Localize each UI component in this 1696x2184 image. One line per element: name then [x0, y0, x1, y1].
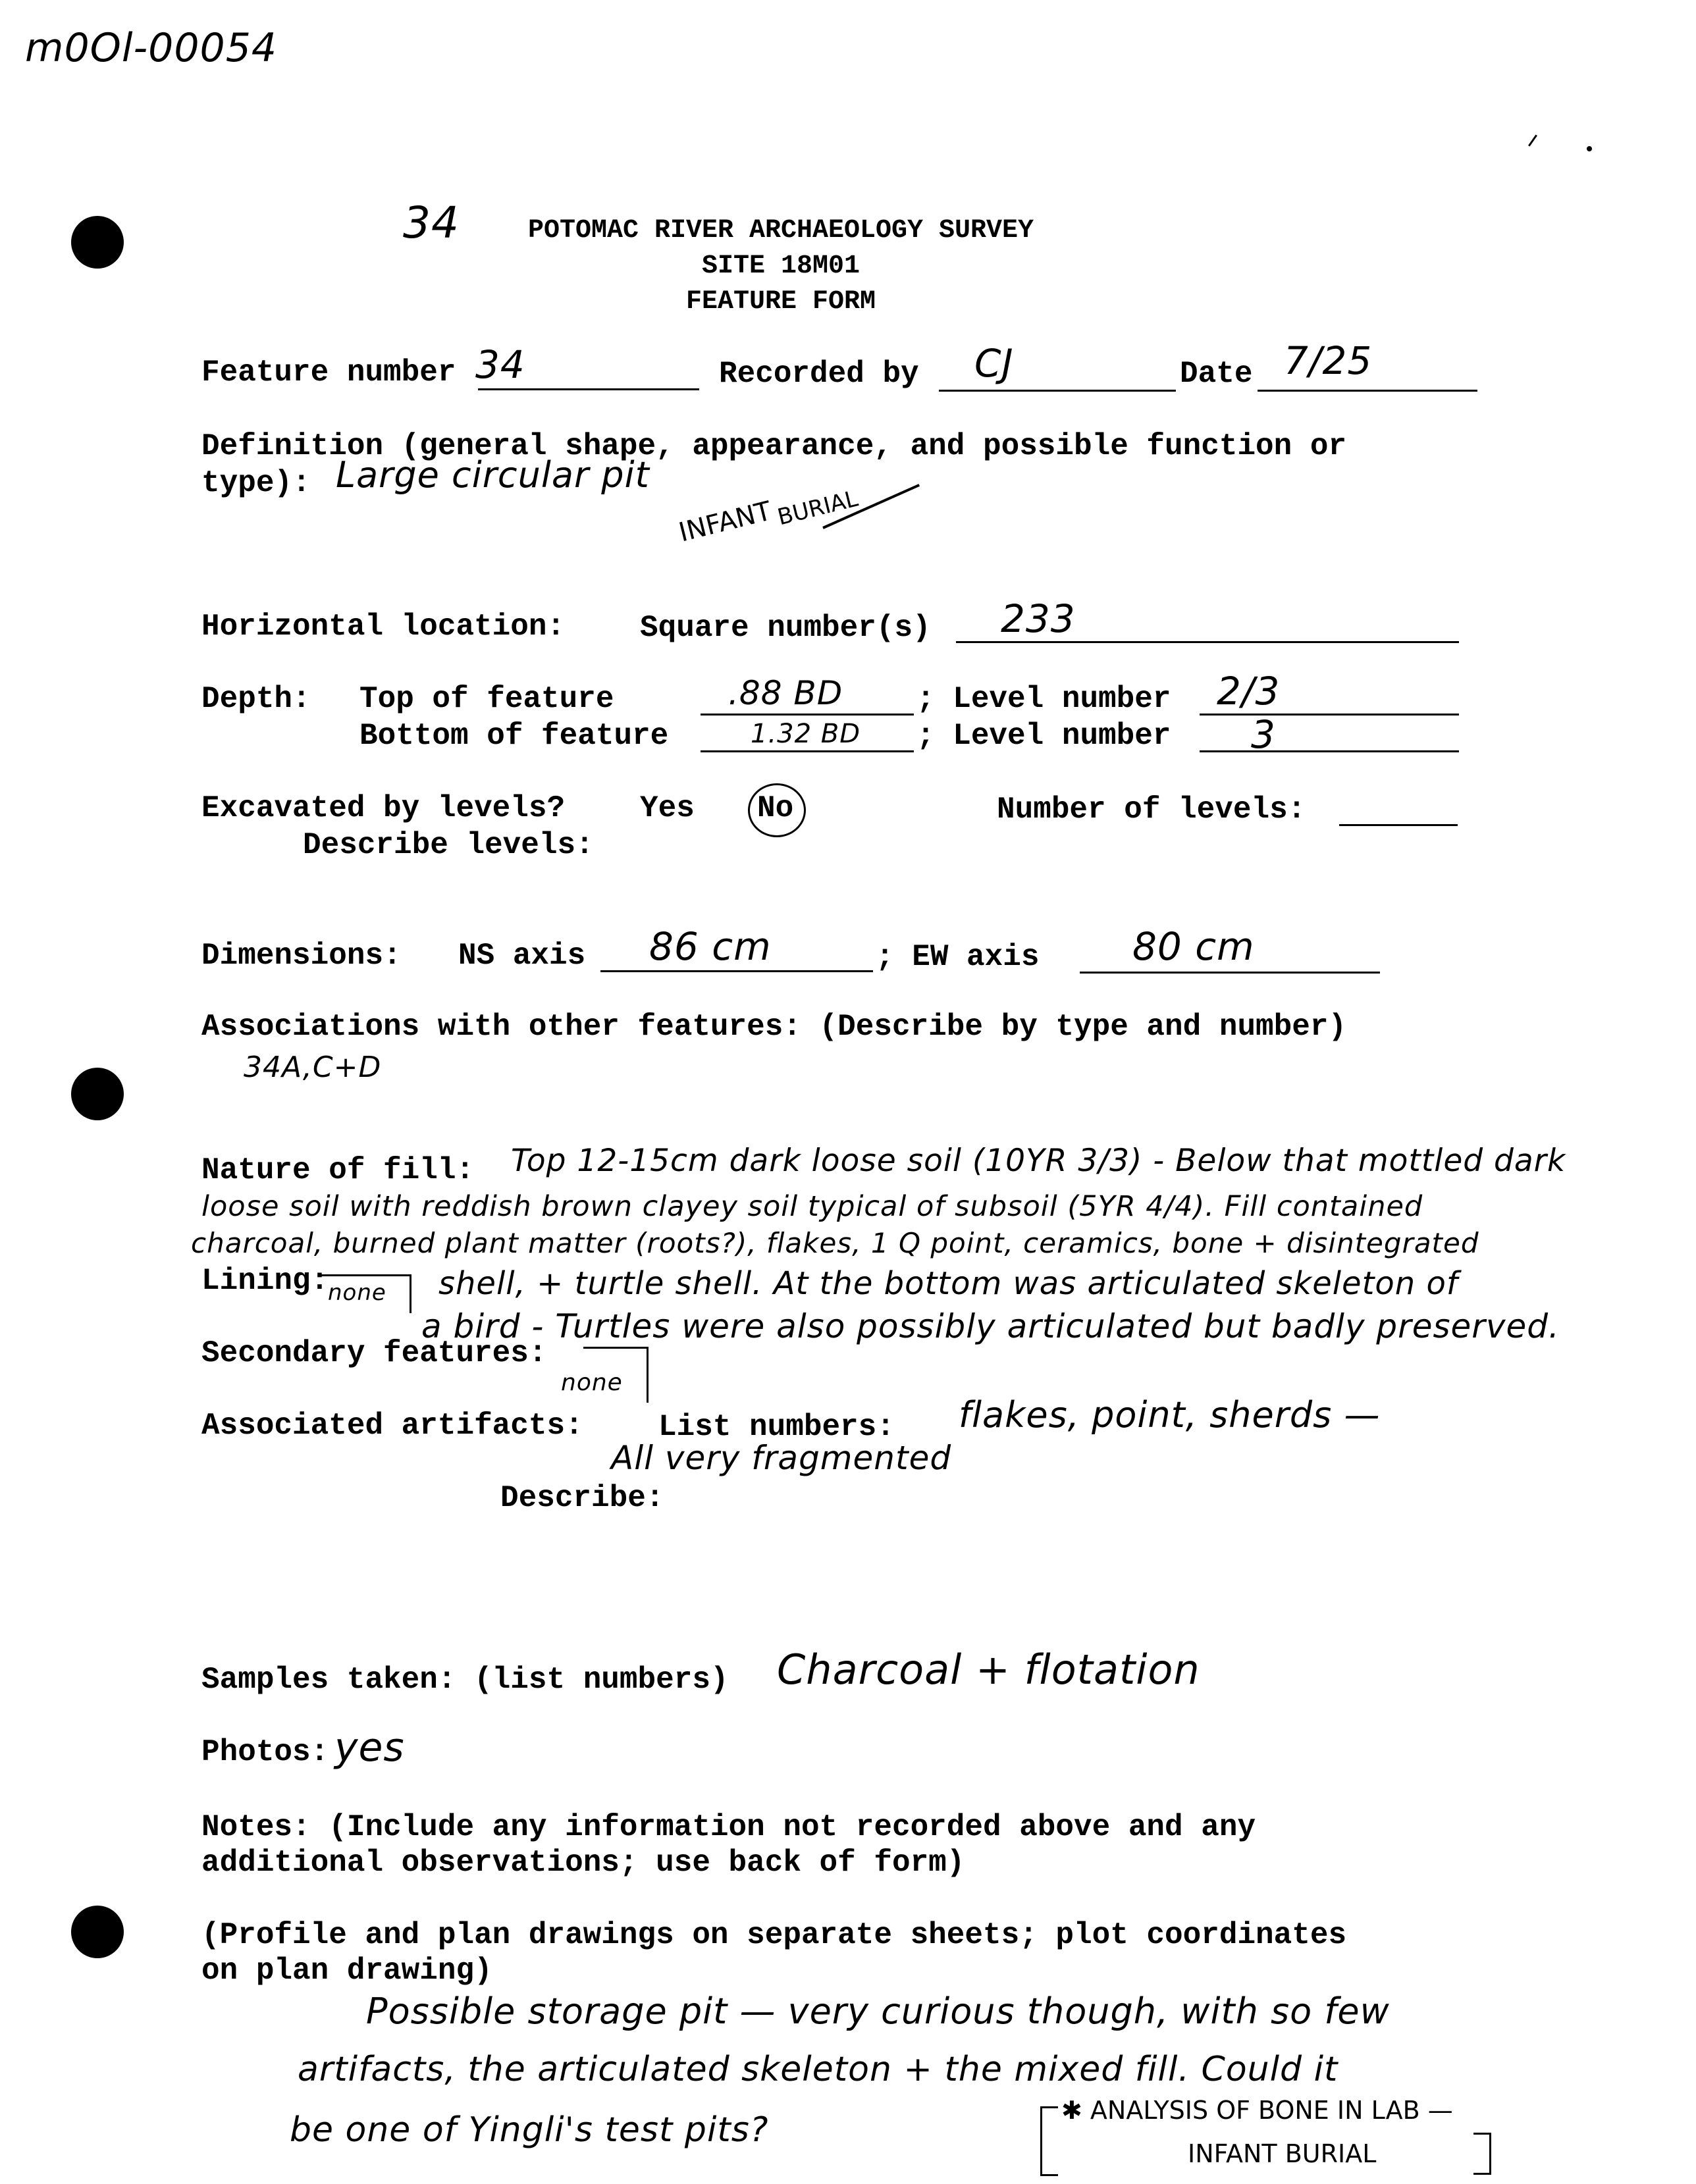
- analysis-note: ✱ ANALYSIS OF BONE IN LAB —: [1061, 2096, 1453, 2125]
- punch-hole-bottom: [71, 1906, 124, 1958]
- definition-value: Large circular pit: [336, 454, 650, 496]
- fill-line-4: shell, + turtle shell. At the bottom was articulated skeleton of: [438, 1265, 1458, 1302]
- bottom-level-value: 3: [1251, 712, 1276, 757]
- top-level-label: ; Level number: [916, 682, 1171, 716]
- definition-label: Definition (general shape, appearance, and possible function or: [201, 429, 1347, 463]
- square-number-value: 233: [1001, 596, 1076, 641]
- associations-value: 34A,C+D: [244, 1051, 382, 1084]
- number-of-levels-label: Number of levels:: [997, 793, 1306, 827]
- top-of-feature-label: Top of feature: [359, 682, 614, 716]
- horizontal-location-label: Horizontal location:: [201, 610, 566, 644]
- header-form-type: FEATURE FORM: [685, 287, 876, 317]
- recorded-by-label: Recorded by: [719, 357, 919, 391]
- bottom-of-feature-value: 1.32 BD: [751, 719, 861, 749]
- number-of-levels-line: [1339, 824, 1458, 826]
- infant-burial-note: INFANT BURIAL: [1188, 2139, 1377, 2168]
- fill-line-1: Top 12-15cm dark loose soil (10YR 3/3) - Below that mottled dark: [511, 1143, 1566, 1179]
- fill-line-3: charcoal, burned plant matter (roots?), flakes, 1 Q point, ceramics, bone + disintegrated: [191, 1227, 1479, 1259]
- feature-number-label: Feature number: [201, 355, 456, 390]
- bottom-level-line: [1200, 750, 1459, 752]
- square-number-label: Square number(s): [640, 611, 931, 645]
- header-site: SITE 18M01: [701, 251, 861, 281]
- ns-axis-line: [600, 970, 873, 972]
- feature-number-mark: 34: [403, 197, 460, 248]
- header-title: POTOMAC RIVER ARCHAEOLOGY SURVEY: [527, 216, 1034, 246]
- lining-label: Lining:: [201, 1264, 329, 1298]
- document-stamp: m0Ol-00054: [25, 25, 278, 71]
- samples-taken-value: Charcoal + flotation: [777, 1646, 1200, 1694]
- recorded-by-value: CJ: [974, 341, 1014, 386]
- bottom-level-label: ; Level number: [916, 719, 1171, 753]
- list-numbers-label: List numbers:: [658, 1410, 895, 1444]
- analysis-bracket-left: [1040, 2106, 1058, 2176]
- ew-axis-value: 80 cm: [1132, 924, 1255, 969]
- square-number-line: [956, 641, 1459, 643]
- list-numbers-value: flakes, point, sherds —: [959, 1394, 1381, 1436]
- fill-line-5: a bird - Turtles were also possibly articulated but badly preserved.: [421, 1307, 1560, 1345]
- date-label: Date: [1180, 357, 1253, 391]
- describe-levels-label: Describe levels:: [303, 828, 594, 862]
- feature-number-line: [478, 388, 699, 390]
- excavated-yes: Yes: [640, 791, 695, 825]
- definition-label-type: type):: [201, 466, 311, 500]
- excavated-by-levels-label: Excavated by levels?: [201, 791, 566, 825]
- punch-hole-middle: [71, 1068, 124, 1120]
- excavated-no: No: [757, 791, 794, 825]
- photos-label: Photos:: [201, 1735, 329, 1769]
- fill-line-2: loose soil with reddish brown clayey soil typical of subsoil (5YR 4/4). Fill contained: [201, 1190, 1423, 1223]
- recorded-by-line: [939, 390, 1176, 392]
- stray-dot: [1587, 146, 1592, 151]
- top-of-feature-value: .88 BD: [728, 674, 843, 712]
- describe-artifacts-value: All very fragmented: [611, 1439, 952, 1477]
- ns-axis-value: 86 cm: [649, 924, 772, 969]
- bottom-of-feature-label: Bottom of feature: [359, 719, 669, 753]
- top-level-line: [1200, 714, 1459, 715]
- ns-axis-label: NS axis: [458, 939, 586, 973]
- date-line: [1258, 390, 1477, 392]
- dimensions-label: Dimensions:: [201, 939, 402, 973]
- nature-of-fill-label: Nature of fill:: [201, 1153, 475, 1187]
- secondary-features-value: none: [561, 1369, 623, 1396]
- associations-label: Associations with other features: (Describe by type and number): [201, 1010, 1347, 1044]
- bottom-of-feature-line: [701, 750, 914, 752]
- drawings-instructions: (Profile and plan drawings on separate sheets; plot coordinates: [201, 1918, 1347, 1952]
- notes-instructions-2: additional observations; use back of form): [201, 1846, 965, 1880]
- definition-note-infant: INFANT: [676, 496, 775, 548]
- ew-axis-line: [1080, 972, 1380, 974]
- notes-instructions: Notes: (Include any information not recorded above and any: [201, 1810, 1256, 1844]
- samples-taken-label: Samples taken: (list numbers): [201, 1663, 729, 1697]
- feature-number-value: 34: [475, 342, 525, 387]
- date-value: 7/25: [1284, 338, 1373, 383]
- punch-hole-top: [71, 216, 124, 269]
- lining-value: none: [328, 1280, 386, 1306]
- top-of-feature-line: [701, 714, 914, 715]
- stray-mark: [1528, 134, 1537, 146]
- photos-value: yes: [334, 1725, 405, 1771]
- excavated-no-circle: [748, 783, 806, 837]
- depth-label: Depth:: [201, 682, 311, 716]
- ew-axis-label: ; EW axis: [876, 940, 1040, 974]
- secondary-features-label: Secondary features:: [201, 1336, 547, 1370]
- notes-hand-line-3: be one of Yingli's test pits?: [290, 2110, 769, 2150]
- definition-note-burial: BURIAL: [775, 485, 861, 531]
- analysis-bracket-right: [1473, 2133, 1491, 2175]
- associated-artifacts-label: Associated artifacts:: [201, 1409, 583, 1443]
- drawings-instructions-2: on plan drawing): [201, 1954, 492, 1988]
- top-level-value: 2/3: [1217, 669, 1281, 714]
- notes-hand-line-2: artifacts, the articulated skeleton + the mixed fill. Could it: [298, 2050, 1338, 2089]
- lining-bracket: [321, 1274, 411, 1313]
- notes-hand-line-1: Possible storage pit — very curious though, with so few: [366, 1990, 1390, 2032]
- describe-artifacts-label: Describe:: [500, 1481, 664, 1515]
